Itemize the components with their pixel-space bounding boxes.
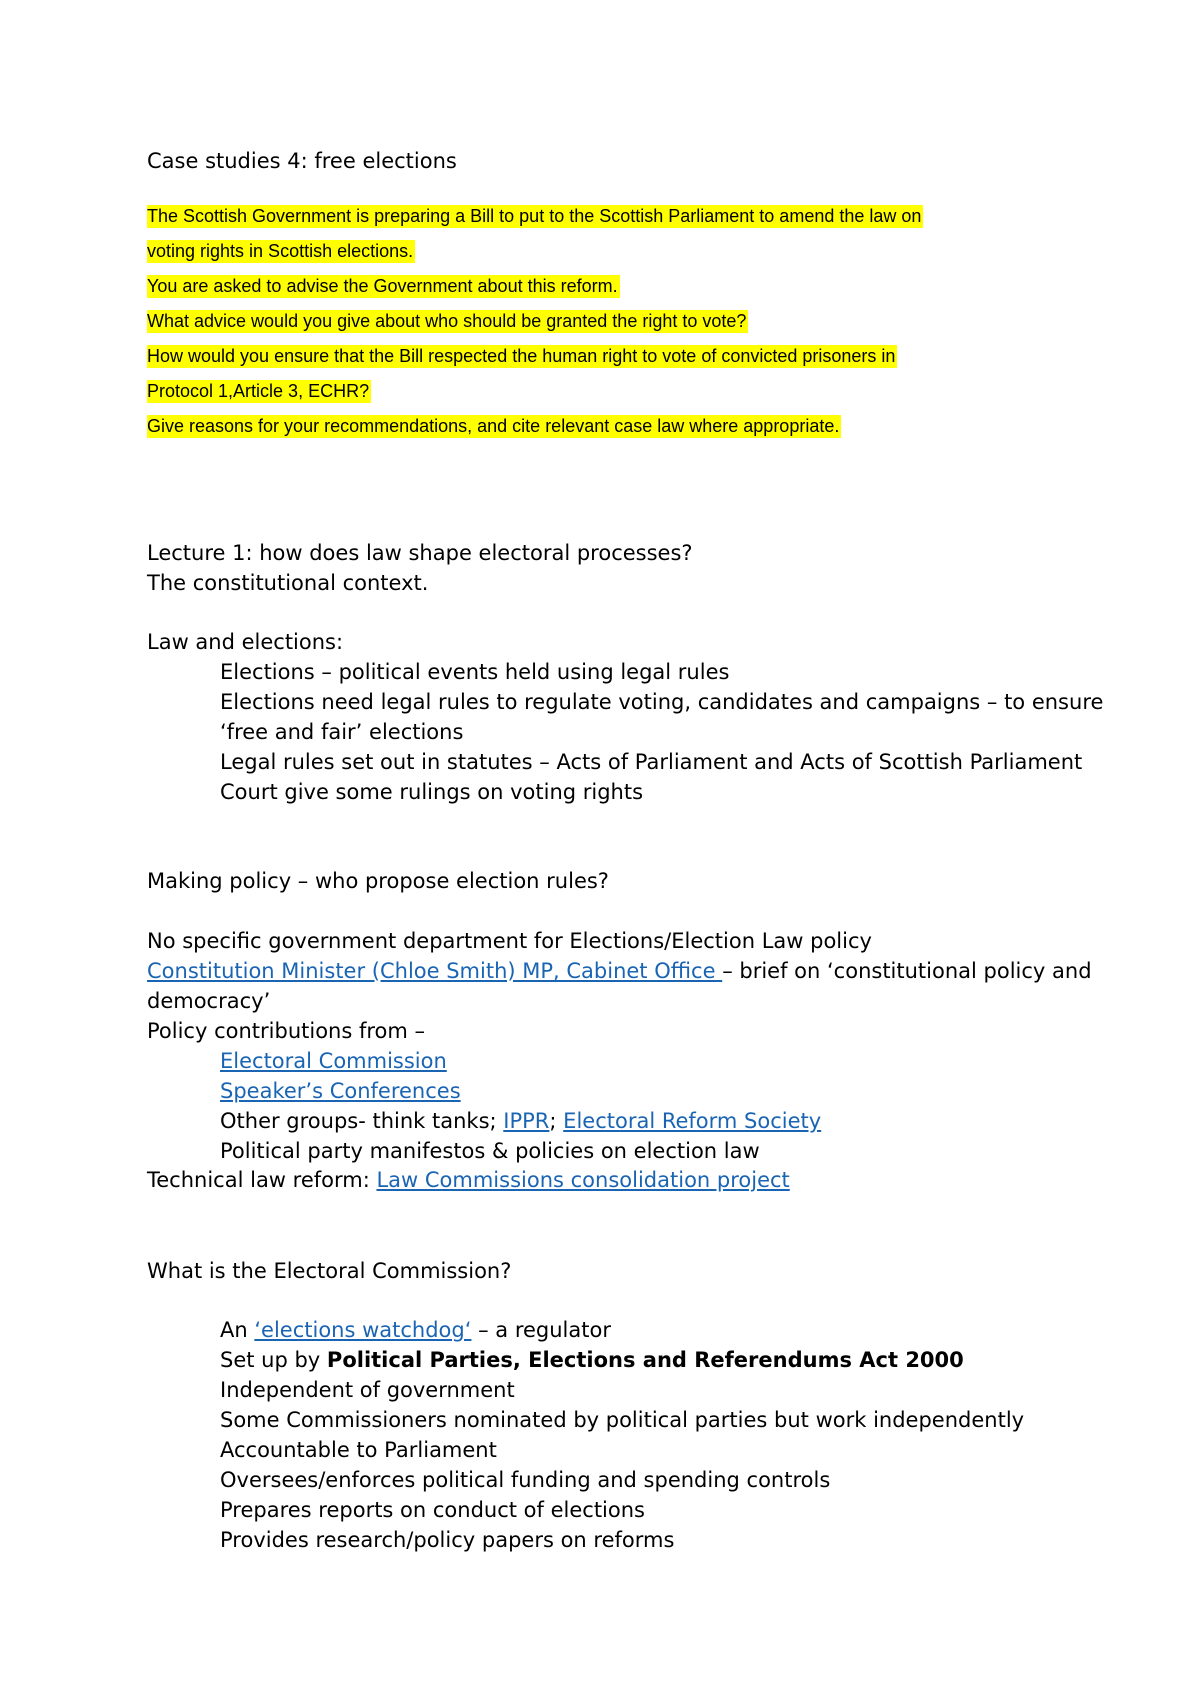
list-item: Oversees/enforces political funding and spending controls xyxy=(220,1468,831,1492)
minister-line: Constitution Minister (Chloe Smith) MP, Cabinet Office – brief on ‘constitutional policy and xyxy=(147,959,1092,983)
list-item: Court give some rulings on voting rights xyxy=(220,780,644,804)
law-commissions-link[interactable]: Law Commissions consolidation project xyxy=(376,1168,790,1192)
list-item: Elections – political events held using legal rules xyxy=(220,660,730,684)
commission-heading: What is the Electoral Commission? xyxy=(147,1259,512,1283)
electoral-reform-society-link[interactable]: Electoral Reform Society xyxy=(563,1109,822,1133)
list-item: Prepares reports on conduct of elections xyxy=(220,1498,645,1522)
highlighted-line: You are asked to advise the Government about this reform. xyxy=(147,276,618,296)
highlighted-case-study xyxy=(147,199,923,444)
highlighted-line: Protocol 1,Article 3, ECHR? xyxy=(147,381,370,401)
technical-line: Technical law reform: Law Commissions consolidation project xyxy=(147,1168,790,1192)
electoral-commission-link[interactable]: Electoral Commission xyxy=(220,1049,447,1073)
list-item: Accountable to Parliament xyxy=(220,1438,497,1462)
highlighted-line: The Scottish Government is preparing a Bill to put to the Scottish Parliament to amend the law on xyxy=(147,206,922,226)
lecture-subheading: The constitutional context. xyxy=(147,571,429,595)
commission-list xyxy=(147,1315,1024,1555)
minister-line-2: democracy’ xyxy=(147,989,271,1013)
list-item xyxy=(147,1046,821,1076)
list-item: Some Commissioners nominated by political parties but work independently xyxy=(220,1408,1025,1432)
no-dept-line: No specific government department for Elections/Election Law policy xyxy=(147,929,872,953)
list-item-continuation: ‘free and fair’ elections xyxy=(220,720,464,744)
list-item: Legal rules set out in statutes – Acts of Parliament and Acts of Scottish Parliament xyxy=(220,750,1083,774)
speakers-conferences-link[interactable]: Speaker’s Conferences xyxy=(220,1079,461,1103)
highlighted-line: What advice would you give about who should be granted the right to vote? xyxy=(147,311,747,331)
elections-watchdog-link[interactable]: ‘elections watchdog‘ xyxy=(254,1318,472,1342)
list-item: Political party manifestos & policies on election law xyxy=(220,1139,760,1163)
contrib-list xyxy=(147,1046,821,1166)
list-item: Independent of government xyxy=(220,1378,515,1402)
page-title: Case studies 4: free elections xyxy=(147,149,457,173)
law-heading: Law and elections: xyxy=(147,630,344,654)
minister-link[interactable]: Constitution Minister (Chloe Smith) MP, Cabinet Office xyxy=(147,959,723,983)
policy-heading: Making policy – who propose election rules? xyxy=(147,869,609,893)
highlighted-line: voting rights in Scottish elections. xyxy=(147,241,414,261)
list-item: Provides research/policy papers on reforms xyxy=(220,1528,675,1552)
lecture-heading: Lecture 1: how does law shape electoral processes? xyxy=(147,541,693,565)
list-item: Elections need legal rules to regulate voting, candidates and campaigns – to ensure xyxy=(220,690,1104,714)
ippr-link[interactable]: IPPR xyxy=(503,1109,550,1133)
highlighted-line: Give reasons for your recommendations, and cite relevant case law where appropriate. xyxy=(147,416,840,436)
contrib-line: Policy contributions from – xyxy=(147,1019,426,1043)
list-item: Set up by Political Parties, Elections and Referendums Act 2000 xyxy=(220,1348,964,1372)
list-item: Other groups- think tanks; IPPR; Electoral Reform Society xyxy=(220,1109,822,1133)
list-item: An ‘elections watchdog‘ – a regulator xyxy=(220,1318,611,1342)
highlighted-line: How would you ensure that the Bill respected the human right to vote of convicted prisoners in xyxy=(147,346,896,366)
law-list xyxy=(147,657,1103,807)
list-item xyxy=(147,1076,821,1106)
